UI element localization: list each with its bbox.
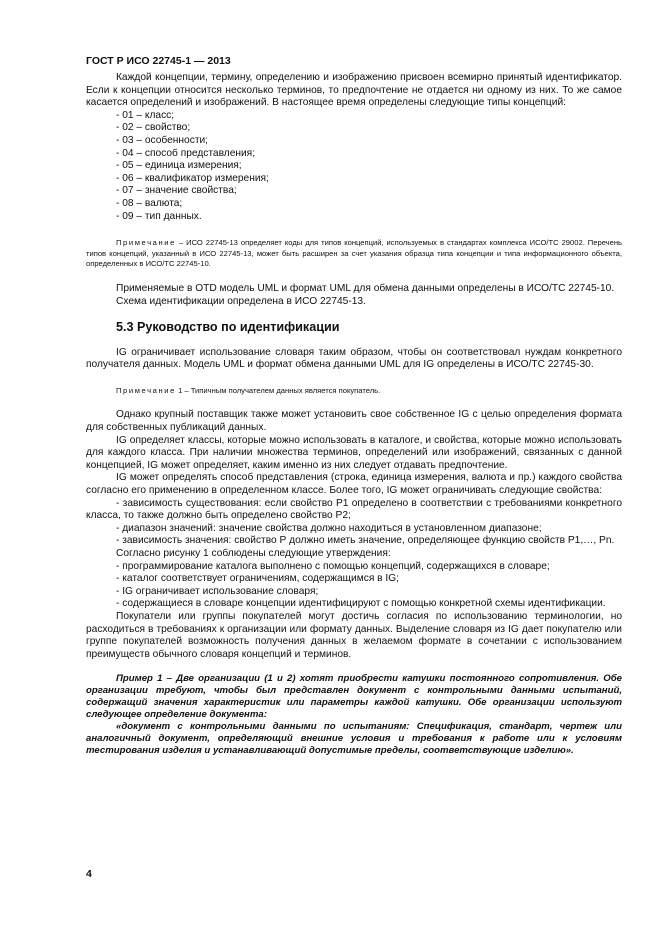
note-2	[86, 386, 622, 397]
example-1-definition: «документ с контрольными данными по испытаниям: Спецификация, стандарт, чертеж или аналогичный документ, определяющий внешние условия и требования к работе или к условиям тестирования изделия и устанавливающий допустимые пределы, соответствующие изделию».	[86, 721, 622, 757]
list-item: - 09 – тип данных.	[116, 210, 202, 222]
scheme-paragraph: Схема идентификации определена в ИСО 22745-13.	[116, 295, 366, 307]
intro-paragraph: Каждой концепции, термину, определению и изображению присвоен всемирно принятый идентификатор. Если к концепции относится несколько терминов, то предпочтение не отдается ни одному из них. То же самое касается определений и изображений. В настоящее время определены следующие типы концепций:	[86, 72, 622, 109]
statement-item: - IG ограничивает использование словаря;	[116, 585, 319, 597]
list-item: - 07 – значение свойства;	[116, 185, 237, 197]
note-text: 1 – Типичным получателем данных является покупатель.	[178, 385, 381, 395]
list-item: - 02 – свойство;	[116, 122, 191, 134]
list-item: - 06 – квалификатор измерения;	[116, 172, 269, 184]
section-title: 5.3 Руководство по идентификации	[116, 320, 340, 335]
concept-types-list	[86, 110, 622, 223]
statement-item: - содержащиеся в словаре концепции идентифицируют с помощью конкретной схемы идентификации.	[116, 598, 606, 610]
example-1: Пример 1 – Две организации (1 и 2) хотят приобрести катушки постоянного сопротивления. Обе организации требуют, чтобы был представлен документ с контрольными данными испытаний, содержащий значения характеристик или параметры каждой катушки. Обе организации используют следующее определение документа:	[86, 673, 622, 721]
dependency-item: - зависимость значения: свойство Р должно иметь значение, определяющее функцию свойств Р1,…, Рn.	[116, 535, 615, 547]
figure-paragraph: Согласно рисунку 1 соблюдены следующие утверждения:	[116, 548, 391, 559]
dependency-item: - диапазон значений: значение свойства должно находиться в установленном диапазоне;	[116, 522, 542, 534]
ig-paragraph: IG ограничивает использование словаря таким образом, чтобы он соответствовал нуждам конкретного получателя данных. Модель UML и формат обмена данными UML для IG определены в ИСО/ТС 22745-30.	[86, 346, 622, 371]
uml-paragraph: Применяемые в OTD модель UML и формат UML для обмена данными определены в ИСО/ТС 22745-10.	[116, 282, 615, 294]
document-body	[86, 72, 622, 757]
note-label: Примечание	[116, 238, 176, 248]
buyers-paragraph: Покупатели или группы покупателей могут достичь согласия по использованию терминологии, но расходиться в требованиях к организации или формату данных. Выделение словаря из IG дает покупателю или группе покупателей возможность получения данных в желаемом формате в сочетании с использованием преимуществ обычного словаря концепций и терминов.	[86, 610, 622, 660]
statement-item: - программирование каталога выполнено с помощью концепций, содержащихся в словаре;	[116, 560, 550, 572]
classes-paragraph: IG определяет классы, которые можно использовать в каталоге, и свойства, которые можно использовать для каждого класса. При наличии множества терминов, определений или изображений, связанных с данной концепцией, IG может определяет, каким именно из них следует отдавать предпочтение.	[86, 434, 622, 471]
note-text: – ИСО 22745-13 определяет коды для типов концепций, используемых в стандартах комплекса ИСО/ТС 29002. Перечень типов концепций, указанный в ИСО 22745-13, может быть расширен за счет указания образца типа концепции и типа информационного объекта, определенных в ИСО/ТС 22745-10.	[86, 238, 622, 269]
statement-item: - каталог соответствует ограничениям, содержащимся в IG;	[116, 573, 399, 585]
list-item: - 08 – валюта;	[116, 197, 183, 209]
document-header: ГОСТ Р ИСО 22745-1 — 2013	[86, 55, 231, 67]
dependency-item: - зависимость существования: если свойство Р1 определено в соответствии с требованиями конкретного класса, то также должно быть определено свойство Р2;	[86, 497, 622, 522]
list-item: - 01 – класс;	[116, 109, 175, 121]
list-item: - 03 – особенности;	[116, 134, 209, 146]
note-label: Примечание	[116, 385, 176, 395]
list-item: - 04 – способ представления;	[116, 147, 256, 159]
representation-paragraph: IG может определять способ представления (строка, единица измерения, валюта и пр.) каждого свойства согласно его применению в определенном классе. Более того, IG может ограничивать следующие свойства:	[86, 472, 622, 497]
supplier-paragraph: Однако крупный поставщик также может установить свое собственное IG с целью определения формата для собственных публикаций данных.	[86, 409, 622, 434]
note-1	[86, 238, 622, 270]
list-item: - 05 – единица измерения;	[116, 160, 242, 172]
page-number: 4	[86, 868, 92, 880]
